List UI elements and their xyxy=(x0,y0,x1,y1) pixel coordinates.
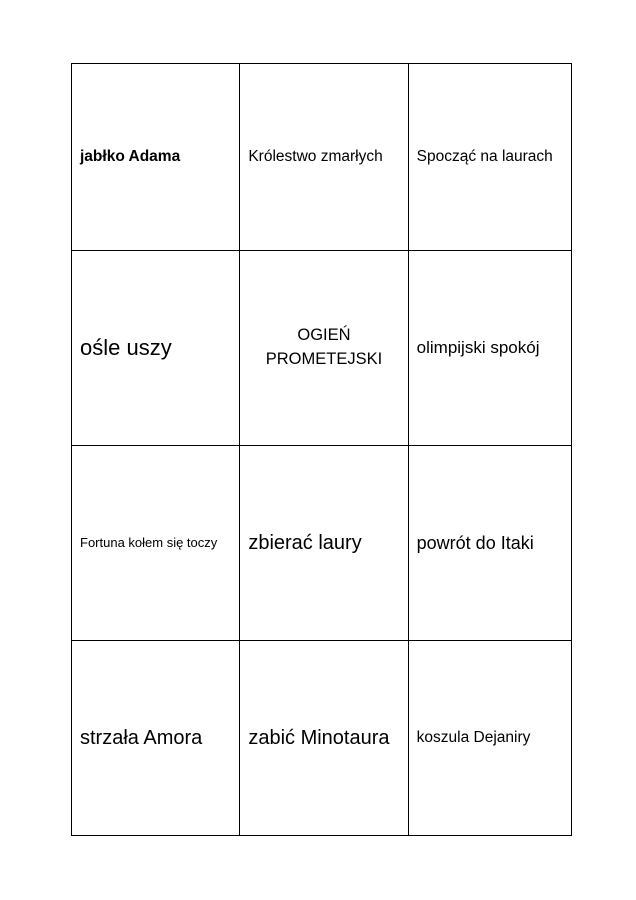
card-text: jabłko Adama xyxy=(80,148,181,166)
card-cell xyxy=(408,251,571,446)
card-cell xyxy=(408,64,571,251)
card-row xyxy=(72,641,572,836)
card-cell xyxy=(72,64,240,251)
card-cell xyxy=(240,251,408,446)
card-text: Fortuna kołem się toczy xyxy=(80,535,218,551)
card-text: Spocząć na laurach xyxy=(416,148,553,166)
card-text: strzała Amora xyxy=(80,726,203,749)
card-row xyxy=(72,446,572,641)
card-cell xyxy=(72,251,240,446)
phrase-card-grid xyxy=(71,63,572,836)
card-text: OGIEŃ PROMETEJSKI xyxy=(265,326,383,368)
card-cell xyxy=(240,446,408,641)
card-cell xyxy=(72,446,240,641)
card-text: olimpijski spokój xyxy=(416,337,540,357)
card-row xyxy=(72,251,572,446)
card-cell xyxy=(240,641,408,836)
card-text: zbierać laury xyxy=(248,531,362,554)
card-cell xyxy=(72,641,240,836)
card-cell xyxy=(408,641,571,836)
card-text: zabić Minotaura xyxy=(248,726,390,749)
card-text: powrót do Itaki xyxy=(416,532,534,553)
card-text: Królestwo zmarłych xyxy=(248,148,383,166)
card-row xyxy=(72,64,572,251)
card-text: ośle uszy xyxy=(80,335,172,361)
card-text: koszula Dejaniry xyxy=(416,729,531,747)
card-cell xyxy=(408,446,571,641)
card-cell xyxy=(240,64,408,251)
